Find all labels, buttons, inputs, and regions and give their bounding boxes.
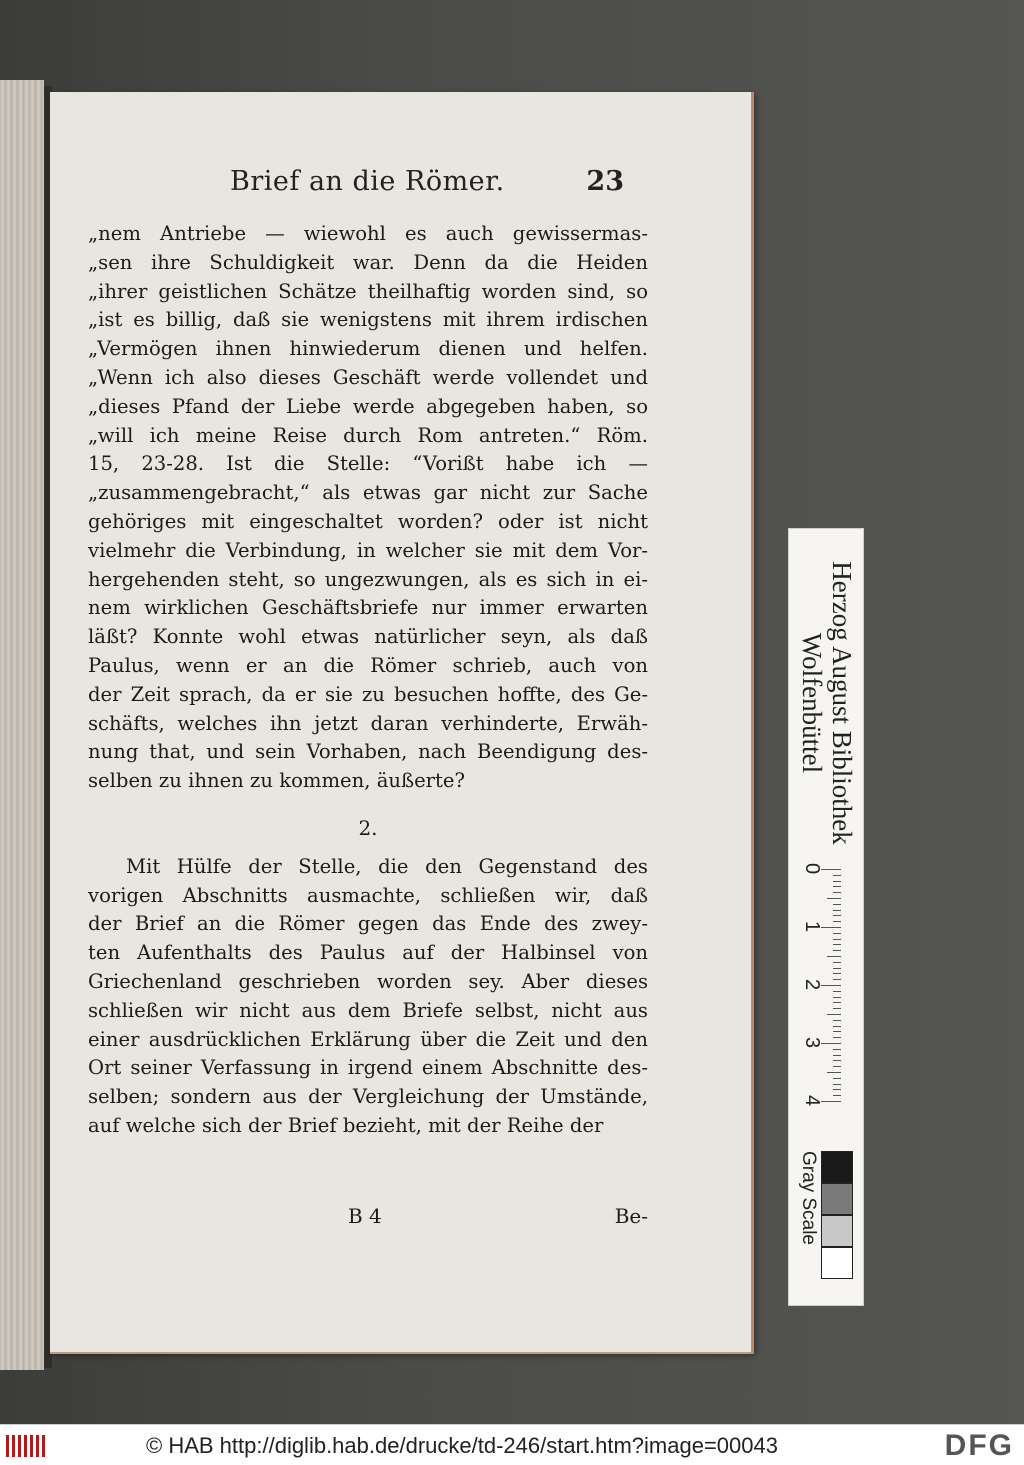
- text-line: nung that, und sein Vorhaben, nach Beendigung des-: [88, 740, 648, 764]
- ruler-institution-line1: Herzog August Bibliothek: [827, 561, 857, 845]
- ruler-tick: [833, 991, 841, 992]
- text-line: Mit Hülfe der Stelle, die den Gegenstand des: [126, 854, 648, 878]
- text-line: „Vermögen ihnen hinwiederum dienen und helfen.: [88, 337, 648, 361]
- text-line: „Wenn ich also dieses Geschäft werde vollendet und: [88, 365, 648, 389]
- text-line: hergehenden steht, so ungezwungen, als es sich in ei-: [88, 567, 648, 591]
- ruler-tick: [821, 1043, 841, 1044]
- ruler-tick: [827, 1072, 841, 1073]
- text-line: Paulus, wenn er an die Römer schrieb, auch von: [88, 653, 648, 677]
- text-line: auf welche sich der Brief bezieht, mit der Reihe der: [88, 1113, 604, 1137]
- ruler-institution-line2: Wolfenbüttel: [797, 632, 827, 774]
- ruler-tick: [833, 1020, 841, 1021]
- text-line: „will ich meine Reise durch Rom antreten.“ Röm.: [88, 423, 648, 447]
- ruler-tick: [827, 956, 841, 957]
- book-page-edges: [0, 80, 44, 1370]
- ruler-number: 2: [801, 979, 823, 991]
- ruler-tick: [833, 979, 841, 980]
- text-line: selben zu ihnen zu kommen, äußerte?: [88, 769, 466, 793]
- gray-swatch: [821, 1215, 853, 1247]
- ruler-tick: [827, 898, 841, 899]
- text-line: „zusammengebracht,“ als etwas gar nicht zur Sache: [88, 481, 648, 505]
- ruler-tick: [833, 1031, 841, 1032]
- text-line: schäfts, welches ihn jetzt daran verhinderte, Erwäh-: [88, 711, 648, 735]
- ruler-tick: [833, 915, 841, 916]
- book-page: [50, 92, 754, 1354]
- dfg-logo: DFG: [944, 1429, 1014, 1462]
- text-line: „sen ihre Schuldigkeit war. Denn da die Heiden: [88, 250, 648, 274]
- gray-swatch: [821, 1183, 853, 1215]
- ruler-tick: [821, 927, 841, 928]
- ruler-number: 1: [801, 921, 823, 933]
- text-line: vorigen Abschnitts ausmachte, schließen wir, daß: [88, 883, 648, 907]
- ruler-tick: [833, 1066, 841, 1067]
- ruler-number: 4: [801, 1095, 823, 1107]
- text-line: einer ausdrücklichen Erklärung über die Zeit und den: [88, 1027, 648, 1051]
- section-number: 2.: [358, 815, 378, 840]
- ruler-tick: [833, 1078, 841, 1079]
- ruler-tick: [833, 875, 841, 876]
- ruler-tick: [833, 1008, 841, 1009]
- ruler-tick: [827, 1014, 841, 1015]
- ruler-tick: [833, 1026, 841, 1027]
- running-header: Brief an die Römer.: [230, 166, 505, 197]
- viewer-footer: [0, 1424, 1024, 1465]
- ruler-tick: [833, 1049, 841, 1050]
- ruler-tick: [833, 892, 841, 893]
- ruler-tick: [833, 1089, 841, 1090]
- signature-mark: B 4: [348, 1204, 382, 1228]
- ruler-tick: [833, 921, 841, 922]
- text-line: vielmehr die Verbindung, in welcher sie mit dem Vor-: [88, 538, 648, 562]
- ruler-tick: [833, 1084, 841, 1085]
- ruler-tick: [833, 904, 841, 905]
- body-text: [88, 220, 648, 1141]
- paragraph-2: [88, 853, 648, 1141]
- ruler-tick: [833, 1060, 841, 1061]
- gray-swatch: [821, 1151, 853, 1183]
- text-line: 15, 23-28. Ist die Stelle: “Vorißt habe ich —: [88, 452, 648, 476]
- ruler-tick: [821, 1101, 841, 1102]
- text-line: „ihrer geistlichen Schätze theilhaftig worden sind, so: [88, 279, 648, 303]
- gray-scale-label: Gray Scale: [798, 1151, 819, 1245]
- text-line: schließen wir nicht aus dem Briefe selbst, nicht aus: [88, 998, 648, 1022]
- ruler-tick: [821, 869, 841, 870]
- text-line: „ist es billig, daß sie wenigstens mit ihrem irdischen: [88, 308, 648, 332]
- text-line: Ort seiner Verfassung in irgend einem Abschnitte des-: [88, 1056, 648, 1080]
- text-line: „nem Antriebe — wiewohl es auch gewissermas-: [88, 222, 648, 245]
- ruler-tick: [833, 1095, 841, 1096]
- ruler-ticks: [789, 863, 863, 1179]
- gray-swatch: [821, 1247, 853, 1279]
- ruler-tick: [833, 939, 841, 940]
- text-line: „dieses Pfand der Liebe werde abgegeben haben, so: [88, 394, 648, 418]
- hab-logo-icon: [6, 1435, 46, 1457]
- ruler-tick: [833, 910, 841, 911]
- catchword: Be-: [614, 1204, 648, 1228]
- text-line: gehöriges mit eingeschaltet worden? oder ist nicht: [88, 509, 648, 533]
- ruler-tick: [833, 881, 841, 882]
- ruler-tick: [833, 933, 841, 934]
- ruler-tick: [833, 944, 841, 945]
- ruler-tick: [833, 973, 841, 974]
- text-line: ten Aufenthalts des Paulus auf der Halbinsel von: [88, 941, 648, 965]
- text-line: der Zeit sprach, da er sie zu besuchen hoffte, des Ge-: [88, 682, 648, 706]
- text-line: nem wirklichen Geschäftsbriefe nur immer erwarten: [88, 596, 648, 620]
- credit-link[interactable]: [146, 1433, 778, 1459]
- scale-ruler: [788, 528, 864, 1306]
- credit-url[interactable]: © HAB http://diglib.hab.de/drucke/td-246/start.htm?image=00043: [146, 1433, 778, 1458]
- text-line: der Brief an die Römer gegen das Ende des zwey-: [88, 912, 648, 936]
- text-line: selben; sondern aus der Vergleichung der Umstände,: [88, 1085, 648, 1109]
- ruler-tick: [821, 985, 841, 986]
- ruler-number: 0: [801, 863, 823, 875]
- ruler-tick: [833, 1055, 841, 1056]
- ruler-tick: [833, 950, 841, 951]
- ruler-tick: [833, 886, 841, 887]
- ruler-content: [789, 529, 863, 1305]
- text-line: läßt? Konnte wohl etwas natürlicher seyn, als daß: [88, 625, 648, 649]
- ruler-number: 3: [801, 1037, 823, 1049]
- text-line: Griechenland geschrieben worden sey. Aber dieses: [88, 969, 648, 993]
- ruler-tick: [833, 968, 841, 969]
- ruler-tick: [833, 1002, 841, 1003]
- paragraph-1: [88, 220, 648, 796]
- ruler-tick: [833, 997, 841, 998]
- page-number: 23: [586, 166, 624, 197]
- ruler-tick: [833, 1037, 841, 1038]
- gray-scale-swatches: [821, 1151, 853, 1279]
- ruler-tick: [833, 962, 841, 963]
